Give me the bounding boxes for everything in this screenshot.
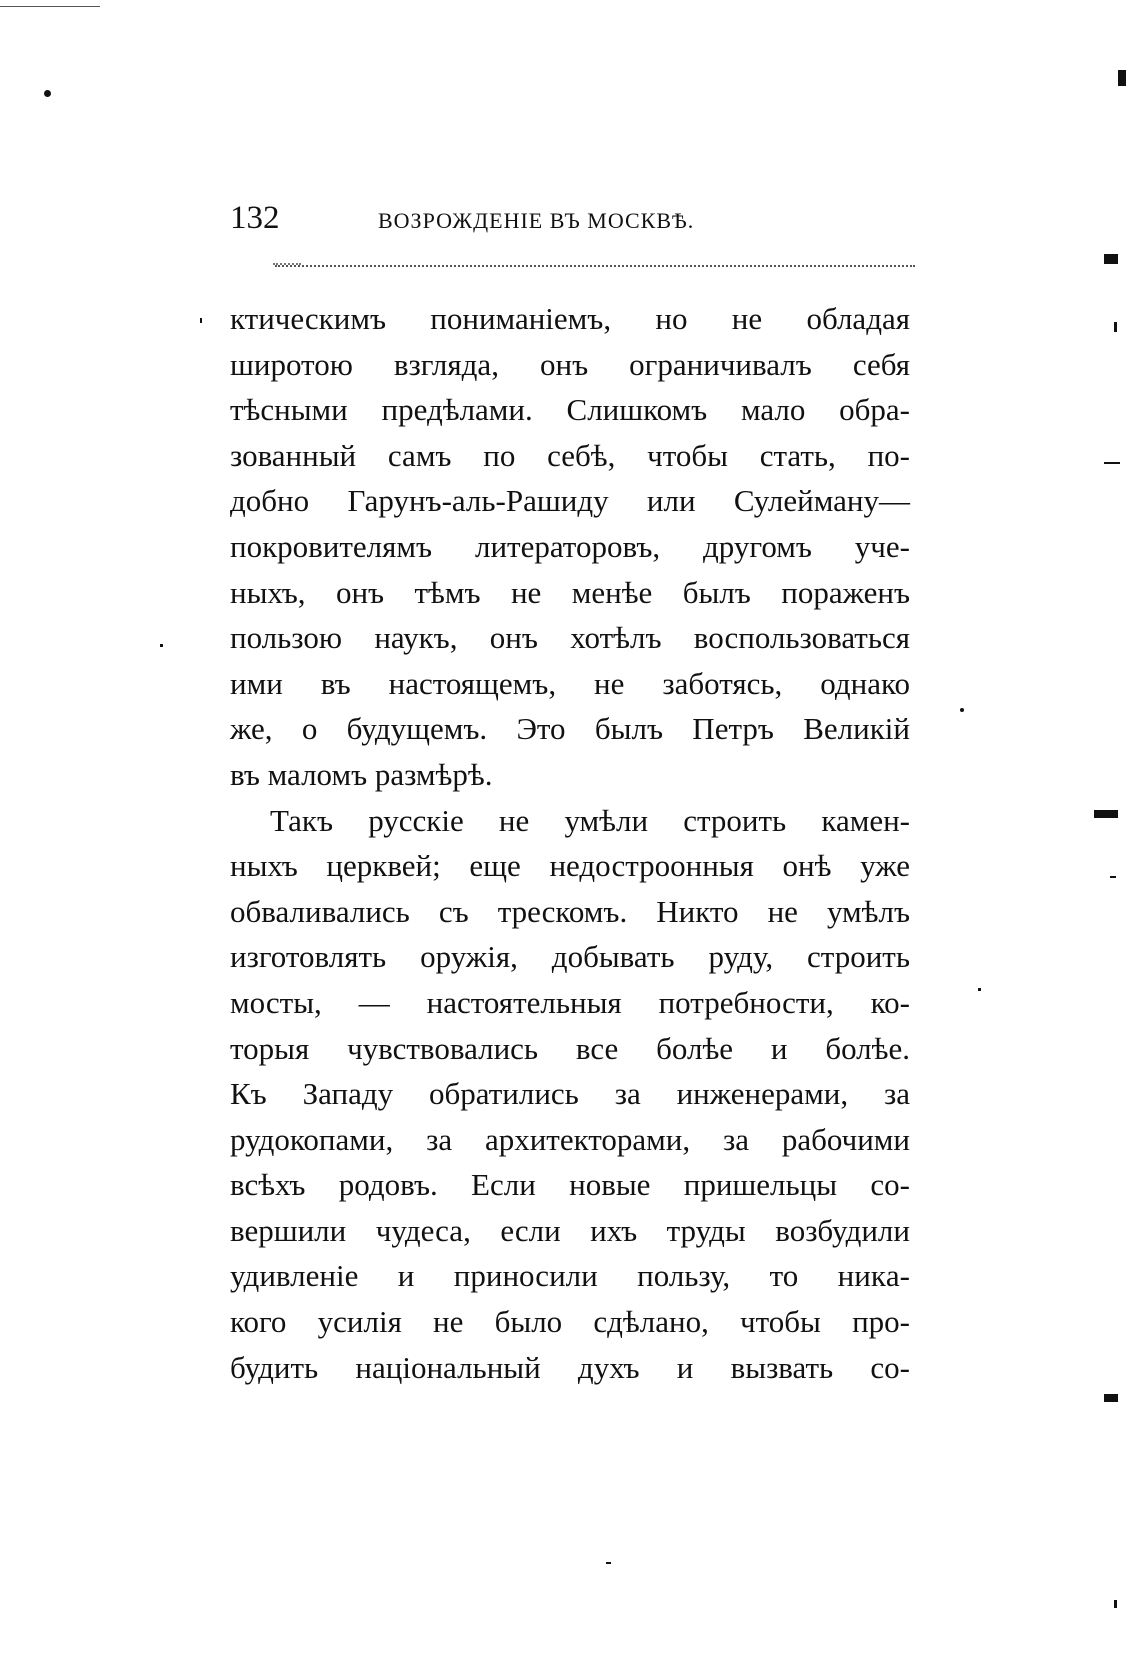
paragraph-1	[230, 296, 910, 798]
header-rule	[275, 265, 915, 267]
text-line: мосты, — настоятельныя потребности, ко-	[230, 984, 910, 1020]
text-line: ктическимъ пониманіемъ, но не обладая	[230, 301, 910, 336]
scan-speck	[1114, 1600, 1117, 1608]
text-line: кого усилія не было сдѣлано, чтобы про-	[230, 1304, 910, 1340]
text-line: обваливались съ трескомъ. Никто не умѣлъ	[230, 893, 910, 929]
scan-speck	[960, 708, 964, 712]
text-line: тѣсными предѣлами. Слишкомъ мало обра-	[230, 392, 910, 428]
text-line: добно Гарунъ-аль-Рашиду или Сулейману—	[230, 483, 910, 519]
scan-speck	[606, 1562, 611, 1564]
scan-speck	[1104, 462, 1120, 464]
paragraph-2	[230, 798, 910, 1391]
scan-edge-line	[0, 6, 100, 7]
text-line: Къ Западу обратились за инженерами, за	[230, 1076, 910, 1112]
scan-speck	[1114, 322, 1117, 332]
text-line: будить національный духъ и вызвать со-	[230, 1349, 910, 1385]
text-line: всѣхъ родовъ. Если новые пришельцы со-	[230, 1167, 910, 1203]
text-line: вершили чудеса, если ихъ труды возбудили	[230, 1212, 910, 1248]
text-line: рудокопами, за архитекторами, за рабочими	[230, 1121, 910, 1157]
text-line: Такъ русскіе не умѣли строить камен-	[270, 802, 910, 838]
text-line: торыя чувствовались все болѣе и болѣе.	[230, 1030, 910, 1066]
scan-speck	[160, 644, 163, 647]
text-line: ныхъ церквей; еще недостроонныя онѣ уже	[230, 848, 910, 884]
body-text	[230, 296, 910, 1390]
running-title: ВОЗРОЖДЕНІЕ ВЪ МОСКВѢ.	[378, 208, 695, 233]
page-number: 132	[230, 200, 280, 236]
text-line: ныхъ, онъ тѣмъ не менѣе былъ пораженъ	[230, 574, 910, 610]
text-line: зованный самъ по себѣ, чтобы стать, по-	[230, 437, 910, 473]
scan-speck	[1104, 1394, 1118, 1402]
text-line: же, о будущемъ. Это былъ Петръ Великій	[230, 711, 910, 747]
scan-speck	[1104, 254, 1118, 264]
scan-speck	[978, 988, 981, 991]
scan-speck	[1118, 70, 1126, 86]
scan-speck	[1110, 876, 1116, 878]
page-header	[230, 200, 910, 244]
text-line: ими въ настоящемъ, не заботясь, однако	[230, 665, 910, 701]
text-line: изготовлять оружія, добывать руду, строить	[230, 939, 910, 975]
scan-speck	[200, 318, 202, 323]
text-line: удивленіе и приносили пользу, то никa-	[230, 1258, 910, 1294]
text-line: широтою взгляда, онъ ограничивалъ себя	[230, 346, 910, 382]
scan-speck	[44, 90, 51, 97]
scan-speck	[1094, 810, 1118, 818]
text-line: въ маломъ размѣрѣ.	[230, 756, 493, 792]
text-line: пользою наукъ, онъ хотѣлъ воспользоваться	[230, 620, 910, 656]
text-line: покровителямъ литераторовъ, другомъ уче-	[230, 528, 910, 564]
